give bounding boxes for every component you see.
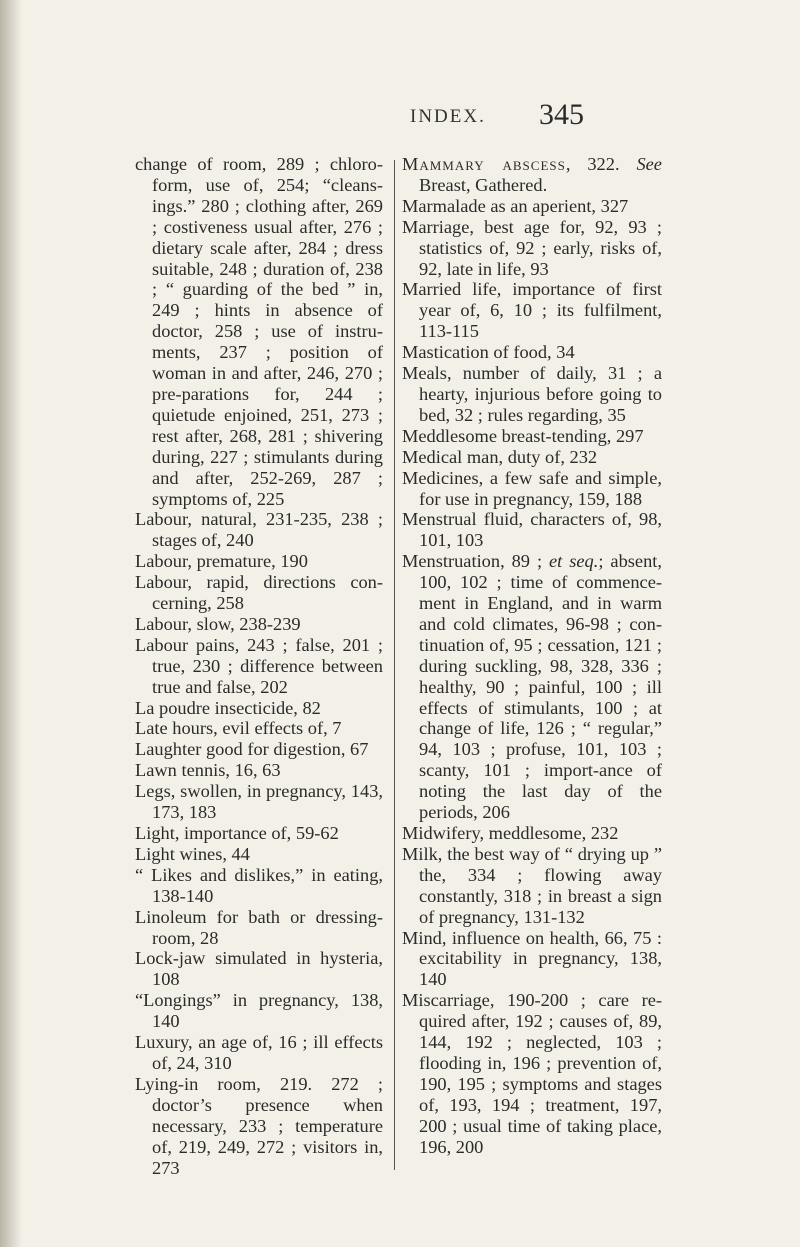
index-entry: Light wines, 44 xyxy=(135,843,250,864)
index-entry: Married life, importance of first year of, 6, 10 ; its fulfilment, 113-115 xyxy=(402,279,662,342)
index-entry: Milk, the best way of “ drying up ” the, 334 ; flowing away constantly, 318 ; in breast a sign of pregnancy, 131-132 xyxy=(402,843,662,927)
index-entry: “Longings” in pregnancy, 138, 140 xyxy=(135,990,383,1032)
italic-text: et seq. xyxy=(549,551,599,572)
see-label: See xyxy=(636,154,662,174)
running-title: INDEX. xyxy=(410,106,486,127)
column-divider xyxy=(394,160,395,1170)
index-entry: Meddlesome breast-tending, 297 xyxy=(402,425,644,446)
right-column xyxy=(402,154,662,1158)
index-entry: Lying-in room, 219. 272 ; doctor’s presence when necessary, 233 ; temperature of, 219, 249, 272 ; visitors in, 273 xyxy=(135,1073,383,1178)
page-number: 345 xyxy=(539,98,584,131)
index-entry: Linoleum for bath or dressing-room, 28 xyxy=(135,906,383,948)
see-target: Breast, Gathered. xyxy=(419,174,548,195)
right-entries-after-group xyxy=(402,823,662,1158)
index-entry: Meals, number of daily, 31 ; a hearty, injurious before going to bed, 32 ; rules regarding, 35 xyxy=(402,363,662,425)
index-entry: “ Likes and dislikes,” in eating, 138-140 xyxy=(135,864,383,906)
index-entry: Miscarriage, 190-200 ; care re-quired after, 192 ; causes of, 89, 144, 192 ; neglected, 103 ; flooding in, 196 ; prevention of, 190, 195 ; symptoms and stages of, 193, 194 ; treatment, 197, 200 ; usual time of taking place, 196, 200 xyxy=(402,990,662,1157)
index-entry: La poudre insecticide, 82 xyxy=(135,697,321,718)
index-entry: Midwifery, meddlesome, 232 xyxy=(402,823,619,843)
entry-text: Menstruation, 89 ; xyxy=(402,551,543,572)
index-entry: Labour, rapid, directions con-cerning, 258 xyxy=(135,572,383,614)
index-entry: Menstrual fluid, characters of, 98, 101, 103 xyxy=(402,509,662,551)
index-entry: Legs, swollen, in pregnancy, 143, 173, 183 xyxy=(135,781,383,823)
index-entry: Medical man, duty of, 232 xyxy=(402,446,598,467)
headword: Mammary abscess xyxy=(402,154,566,174)
index-entry: Late hours, evil effects of, 7 xyxy=(135,718,342,739)
right-entries-group xyxy=(402,196,662,551)
entry-text: , 322. xyxy=(565,154,620,174)
index-entry: Marriage, best age for, 92, 93 ; statistics of, 92 ; early, risks of, 92, late in life, 93 xyxy=(402,216,662,279)
index-entry: Light, importance of, 59-62 xyxy=(135,823,339,843)
index-entry: Laughter good for digestion, 67 xyxy=(135,739,369,760)
index-entry: Mind, influence on health, 66, 75 : excitability in pregnancy, 138, 140 xyxy=(402,927,662,990)
entry-text: ; absent, 100, 102 ; time of commence-ment in England, and in warm and cold climates, 96-98 ; con-tinuation of, 95 ; cessation, 121 ; during suckling, 98, 328, 336 ; healthy, 90 ; painful, 100 ; ill effects of stimulants, 100 ; at change of life, 126 ; “ regular,” 94, 103 ; profuse, 101, 103 ; scanty, 101 ; import-ance of noting the last day of the periods, 206 xyxy=(419,551,662,823)
page-header xyxy=(0,98,800,138)
page-edge-shadow xyxy=(0,0,22,1247)
index-entry: Mastication of food, 34 xyxy=(402,342,575,363)
index-entry: Lawn tennis, 16, 63 xyxy=(135,760,281,781)
index-entry: Labour pains, 243 ; false, 201 ; true, 230 ; difference between true and false, 202 xyxy=(135,634,383,697)
index-entry: Labour, natural, 231-235, 238 ; stages of, 240 xyxy=(135,509,383,551)
index-entry-menstruation xyxy=(402,551,662,823)
index-entry: Marmalade as an aperient, 327 xyxy=(402,195,629,216)
index-entry-mammary-abscess xyxy=(402,154,662,196)
index-entry: Medicines, a few safe and simple, for use in pregnancy, 159, 188 xyxy=(402,467,662,509)
index-entry: Labour, slow, 238-239 xyxy=(135,613,301,634)
index-entry: Luxury, an age of, 16 ; ill effects of, 24, 310 xyxy=(135,1032,383,1073)
left-column xyxy=(135,154,383,1178)
index-entry: Labour, premature, 190 xyxy=(135,551,308,572)
index-entry: Lock-jaw simulated in hysteria, 108 xyxy=(135,948,383,990)
index-entry: change of room, 289 ; chloro-form, use of, 254; “cleans-ings.” 280 ; clothing after, 269 ; costiveness usual after, 276 ; dietary scale after, 284 ; dress suitable, 248 ; duration of, 238 ; “ guarding of the bed ” in, 249 ; hints in absence of doctor, 258 ; use of instru-ments, 237 ; position of woman in and after, 246, 270 ; pre-parations for, 244 ; quietude enjoined, 251, 273 ; rest after, 268, 281 ; shivering during, 227 ; stimulants during and after, 252-269, 287 ; symptoms of, 225 xyxy=(135,154,383,509)
